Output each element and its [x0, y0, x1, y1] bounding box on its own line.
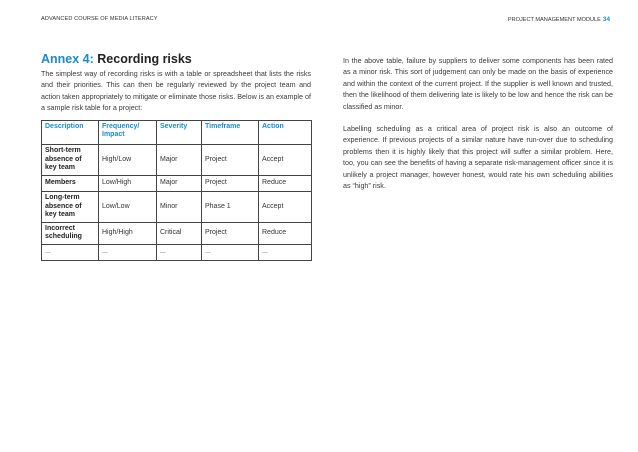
- cell-frequency: Low/Low: [99, 191, 157, 222]
- cell-severity: Major: [157, 144, 202, 175]
- body-paragraph-1: In the above table, failure by suppliers to deliver some components has been rated as a minor risk. This sort of judgement can only be made on the basis of experience and within the context of the current project. If the supplier is well known and trusted, then the likelihood of them delivering late is likely to be low and hence the risk can be classified as minor.: [343, 57, 613, 111]
- table-row: [42, 222, 312, 244]
- table-row: [42, 144, 312, 175]
- header-frequency-impact: Frequency/ Impact: [99, 120, 157, 144]
- cell-frequency: ...: [99, 244, 157, 260]
- cell-description: Members: [42, 175, 99, 191]
- risk-table-header: [42, 120, 312, 144]
- header-action: Action: [259, 120, 312, 144]
- cell-description: Short-term absence of key team: [42, 144, 99, 175]
- cell-timeframe: Project: [202, 175, 259, 191]
- risk-table: [41, 120, 312, 261]
- running-header-right: [508, 16, 610, 23]
- running-header-module: PROJECT MANAGEMENT MODULE: [507, 17, 601, 23]
- cell-severity: Major: [157, 175, 202, 191]
- annex-intro: The simplest way of recording risks is with a table or spreadsheet that lists the risks and their priorities. This can then be regularly reviewed by the project team and action taken appropriately to mitigate or eliminate those risks. Below is an example of a sample risk table for a project:: [41, 70, 311, 113]
- header-description: Description: [42, 120, 99, 144]
- cell-action: Accept: [259, 144, 312, 175]
- left-column: [41, 52, 311, 261]
- cell-severity: ...: [157, 244, 202, 260]
- annex-heading: Recording risks: [97, 52, 192, 66]
- cell-timeframe: Project: [202, 222, 259, 244]
- cell-frequency: High/Low: [99, 144, 157, 175]
- cell-timeframe: ...: [202, 244, 259, 260]
- cell-action: Reduce: [259, 175, 312, 191]
- annex-label: Annex 4:: [41, 52, 94, 66]
- cell-timeframe: Project: [202, 144, 259, 175]
- cell-action: Accept: [259, 191, 312, 222]
- cell-frequency: High/High: [99, 222, 157, 244]
- header-timeframe: Timeframe: [202, 120, 259, 144]
- cell-description: Long-term absence of key team: [42, 191, 99, 222]
- cell-description: ...: [42, 244, 99, 260]
- running-header-left: ADVANCED COURSE OF MEDIA LITERACY: [41, 16, 158, 22]
- header-severity: Severity: [157, 120, 202, 144]
- cell-frequency: Low/High: [99, 175, 157, 191]
- body-paragraph-2: Labelling scheduling as a critical area of project risk is also an outcome of experience. If previous projects of a similar nature have run-over due to scheduling problems then it is highly likely that this project will suffer a similar problem. Here, too, you can see the benefits of having a separate risk-management officer since it is unlikely a project manager, however honest, would rate his own scheduling abilities as “high” risk.: [343, 125, 613, 191]
- table-row: [42, 191, 312, 222]
- annex-title: [41, 52, 311, 66]
- cell-action: ...: [259, 244, 312, 260]
- right-column: [343, 56, 613, 192]
- cell-severity: Minor: [157, 191, 202, 222]
- table-row: [42, 175, 312, 191]
- table-row: [42, 244, 312, 260]
- page-number: 34: [602, 16, 610, 23]
- cell-description: Incorrect scheduling: [42, 222, 99, 244]
- cell-severity: Critical: [157, 222, 202, 244]
- cell-timeframe: Phase 1: [202, 191, 259, 222]
- cell-action: Reduce: [259, 222, 312, 244]
